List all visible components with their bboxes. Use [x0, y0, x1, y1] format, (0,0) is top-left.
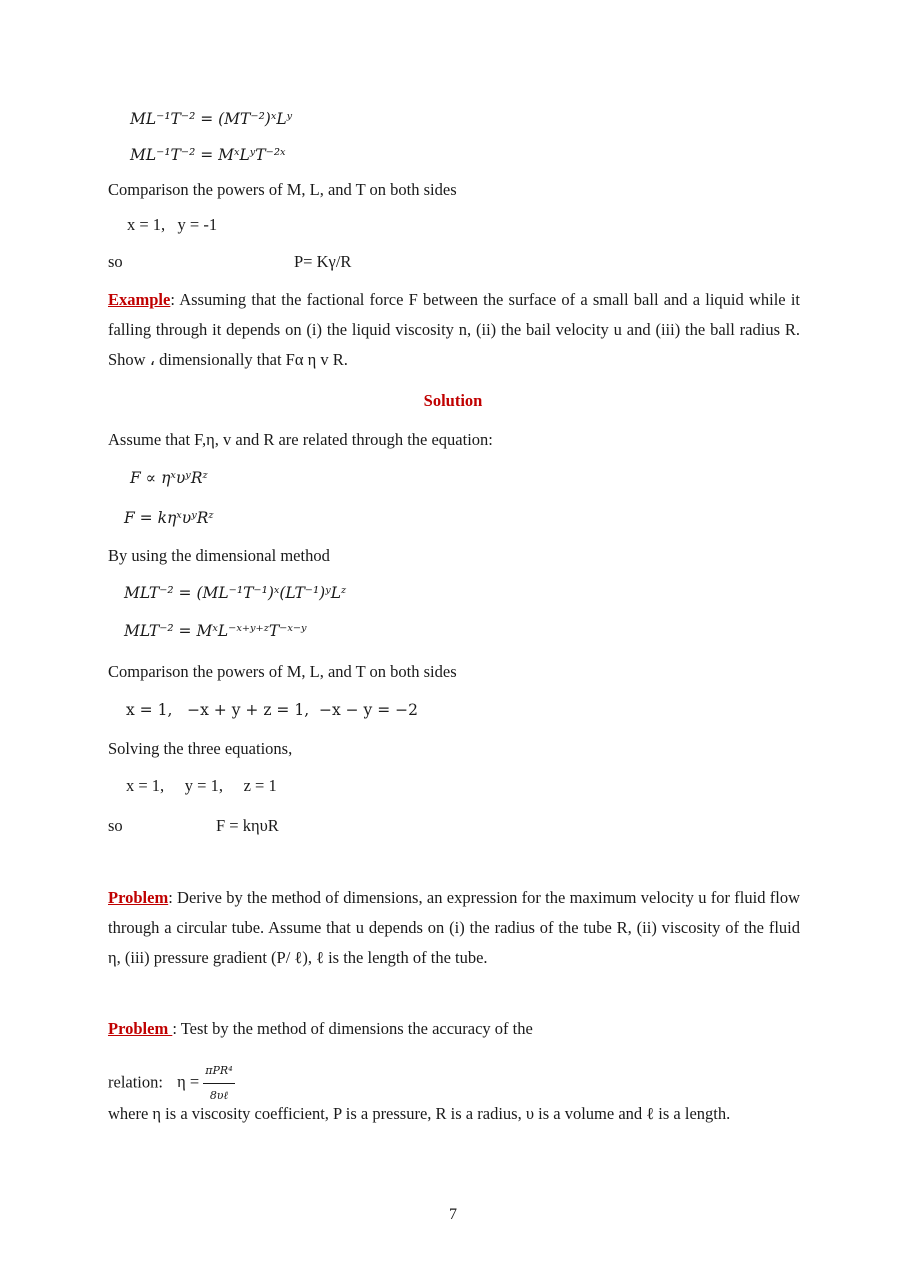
result-equation: F = kηυR [216, 816, 279, 835]
where-text: where η is a viscosity coefficient, P is a pressure, R is a radius, υ is a volume and ℓ is a length. [108, 1104, 731, 1123]
comparison-text: Comparison the powers of M, L, and T on both sides [108, 180, 457, 199]
example-text: : Assuming that the factional force F between the surface of a small ball and a liquid while it falling through it depends on (i) the liquid viscosity n, (ii) the bail velocity u and (iii) the ball radius R. Show ، dimensionally that Fα η v R. [108, 290, 800, 369]
solution-heading: Solution [423, 391, 483, 410]
relation-label: relation: [108, 1072, 163, 1092]
eta-symbol: η = [177, 1072, 200, 1092]
fraction-numerator: πPR⁴ [203, 1060, 234, 1084]
solving-text: Solving the three equations, [108, 739, 293, 758]
so-label: so [108, 816, 123, 835]
problem-label: Problem [108, 888, 169, 907]
example-label: Example [108, 290, 171, 309]
assume-text: Assume that F,η, v and R are related through the equation: [108, 430, 493, 449]
powers-line: x = 1, −x + y + z = 1, −x − y = −2 [126, 701, 418, 719]
fraction [203, 1060, 234, 1107]
problem-text: : Derive by the method of dimensions, an expression for the maximum velocity u for fluid flow through a circular tube. Assume that u depends on (i) the radius of the tube R, (ii) viscosity of the fluid η, (iii) pressure gradient (P/ ℓ), ℓ is the length of the tube. [108, 888, 800, 967]
so-label: so [108, 252, 123, 271]
comparison-text: Comparison the powers of M, L, and T on both sides [108, 662, 457, 681]
method-text: By using the dimensional method [108, 546, 330, 565]
equation-line: ML⁻¹T⁻² = MˣLʸT⁻²ˣ [130, 146, 286, 164]
problem-label: Problem [108, 1019, 173, 1038]
result-equation: P= Kγ/R [294, 252, 352, 271]
solved-values: x = 1, y = 1, z = 1 [126, 776, 277, 795]
equation-line: ML⁻¹T⁻² = (MT⁻²)ˣLʸ [130, 110, 293, 128]
problem-paragraph [108, 1018, 533, 1040]
dimension-equation: MLT⁻² = MˣL⁻ˣ⁺ʸ⁺ᶻT⁻ˣ⁻ʸ [124, 622, 307, 640]
relation-line [108, 1060, 235, 1107]
example-paragraph [108, 285, 800, 375]
dimension-equation: MLT⁻² = (ML⁻¹T⁻¹)ˣ(LT⁻¹)ʸLᶻ [124, 584, 347, 602]
constant-equation: F = kηˣυʸRᶻ [124, 509, 214, 527]
problem-text: : Test by the method of dimensions the accuracy of the [172, 1019, 533, 1038]
proportionality-equation: F ∝ ηˣυʸRᶻ [130, 469, 208, 487]
powers-line: x = 1, y = -1 [127, 215, 218, 234]
problem-paragraph [108, 883, 800, 973]
page-number: 7 [449, 1206, 457, 1223]
fraction-denominator: 8υℓ [209, 1089, 229, 1102]
